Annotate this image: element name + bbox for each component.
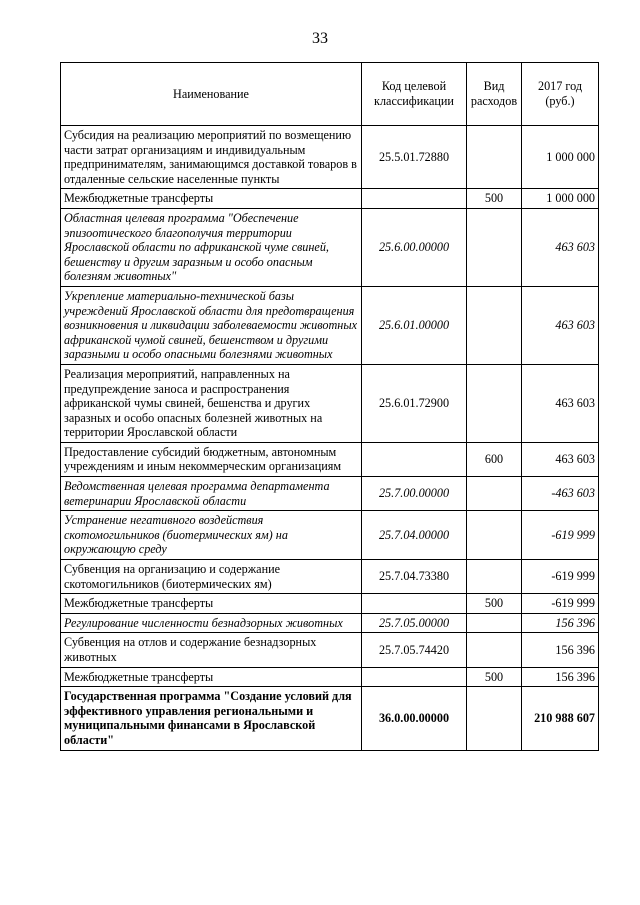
row-type-cell [467, 477, 522, 511]
row-name-cell: Межбюджетные трансферты [61, 594, 362, 614]
row-type-cell [467, 511, 522, 560]
row-code-cell: 36.0.00.00000 [362, 687, 467, 750]
row-type-cell [467, 126, 522, 189]
row-code-cell [362, 189, 467, 209]
row-name-cell: Государственная программа "Создание условий для эффективного управления региональными и муниципальными финансами в Ярославской области" [61, 687, 362, 750]
row-code-cell: 25.6.01.72900 [362, 364, 467, 442]
row-type-cell [467, 560, 522, 594]
row-amount-cell: -619 999 [522, 594, 599, 614]
row-type-cell [467, 687, 522, 750]
row-code-cell: 25.6.00.00000 [362, 208, 467, 286]
table-row [61, 208, 599, 286]
row-amount-cell: 156 396 [522, 633, 599, 667]
row-name-cell: Регулирование численности безнадзорных животных [61, 613, 362, 633]
row-name-cell: Устранение негативного воздействия скотомогильников (биотермических ям) на окружающую среду [61, 511, 362, 560]
row-amount-cell: 156 396 [522, 667, 599, 687]
row-code-cell: 25.7.00.00000 [362, 477, 467, 511]
table-row [61, 511, 599, 560]
row-name-cell: Субвенция на организацию и содержание скотомогильников (биотермических ям) [61, 560, 362, 594]
row-amount-cell: 463 603 [522, 364, 599, 442]
row-code-cell [362, 667, 467, 687]
table-row [61, 442, 599, 476]
row-amount-cell: -619 999 [522, 511, 599, 560]
row-code-cell: 25.6.01.00000 [362, 286, 467, 364]
row-type-cell: 600 [467, 442, 522, 476]
table-row [61, 594, 599, 614]
row-amount-cell: 463 603 [522, 442, 599, 476]
row-name-cell: Предоставление субсидий бюджетным, автономным учреждениям и иным некоммерческим организациям [61, 442, 362, 476]
table-row [61, 560, 599, 594]
row-name-cell: Субсидия на реализацию мероприятий по возмещению части затрат организациям и индивидуальным предпринимателям, занимающимся доставкой товаров в отдаленные сельские населенные пункты [61, 126, 362, 189]
header-code: Код целевой классификации [362, 63, 467, 126]
row-name-cell: Межбюджетные трансферты [61, 667, 362, 687]
row-amount-cell: 156 396 [522, 613, 599, 633]
table-header-row [61, 63, 599, 126]
table-row [61, 613, 599, 633]
budget-table [60, 62, 599, 751]
row-amount-cell: -619 999 [522, 560, 599, 594]
row-type-cell: 500 [467, 594, 522, 614]
row-type-cell: 500 [467, 667, 522, 687]
row-name-cell: Межбюджетные трансферты [61, 189, 362, 209]
row-type-cell [467, 364, 522, 442]
row-amount-cell: 1 000 000 [522, 126, 599, 189]
row-type-cell [467, 286, 522, 364]
table-row [61, 364, 599, 442]
row-amount-cell: 1 000 000 [522, 189, 599, 209]
table-row [61, 126, 599, 189]
row-amount-cell: 210 988 607 [522, 687, 599, 750]
row-code-cell [362, 594, 467, 614]
row-name-cell: Укрепление материально-технической базы учреждений Ярославской области для предотвращения возникновения и ликвидации заболеваемости животных африканской чумой свиней, бешенством и другими заразными и особо опасными болезнями животных [61, 286, 362, 364]
row-name-cell: Ведомственная целевая программа департамента ветеринарии Ярославской области [61, 477, 362, 511]
table-row [61, 286, 599, 364]
table-row [61, 667, 599, 687]
table-row [61, 687, 599, 750]
row-code-cell: 25.7.05.00000 [362, 613, 467, 633]
row-code-cell [362, 442, 467, 476]
row-type-cell: 500 [467, 189, 522, 209]
table-row [61, 189, 599, 209]
row-type-cell [467, 633, 522, 667]
row-type-cell [467, 208, 522, 286]
row-name-cell: Реализация мероприятий, направленных на предупреждение заноса и распространения африканской чумы свиней, бешенства и других заразных и особо опасных болезней животных на территории Ярославской области [61, 364, 362, 442]
row-code-cell: 25.7.05.74420 [362, 633, 467, 667]
header-amount: 2017 год (руб.) [522, 63, 599, 126]
row-amount-cell: 463 603 [522, 286, 599, 364]
row-amount-cell: -463 603 [522, 477, 599, 511]
row-name-cell: Субвенция на отлов и содержание безнадзорных животных [61, 633, 362, 667]
page-number: 33 [312, 30, 328, 47]
row-amount-cell: 463 603 [522, 208, 599, 286]
header-name: Наименование [61, 63, 362, 126]
table-row [61, 633, 599, 667]
row-type-cell [467, 613, 522, 633]
row-code-cell: 25.5.01.72880 [362, 126, 467, 189]
row-code-cell: 25.7.04.73380 [362, 560, 467, 594]
header-type: Вид расходов [467, 63, 522, 126]
row-name-cell: Областная целевая программа "Обеспечение эпизоотического благополучия территории Ярославской области по африканской чуме свиней, бешенству и другим заразным и особо опасным болезням животных" [61, 208, 362, 286]
row-code-cell: 25.7.04.00000 [362, 511, 467, 560]
table-row [61, 477, 599, 511]
